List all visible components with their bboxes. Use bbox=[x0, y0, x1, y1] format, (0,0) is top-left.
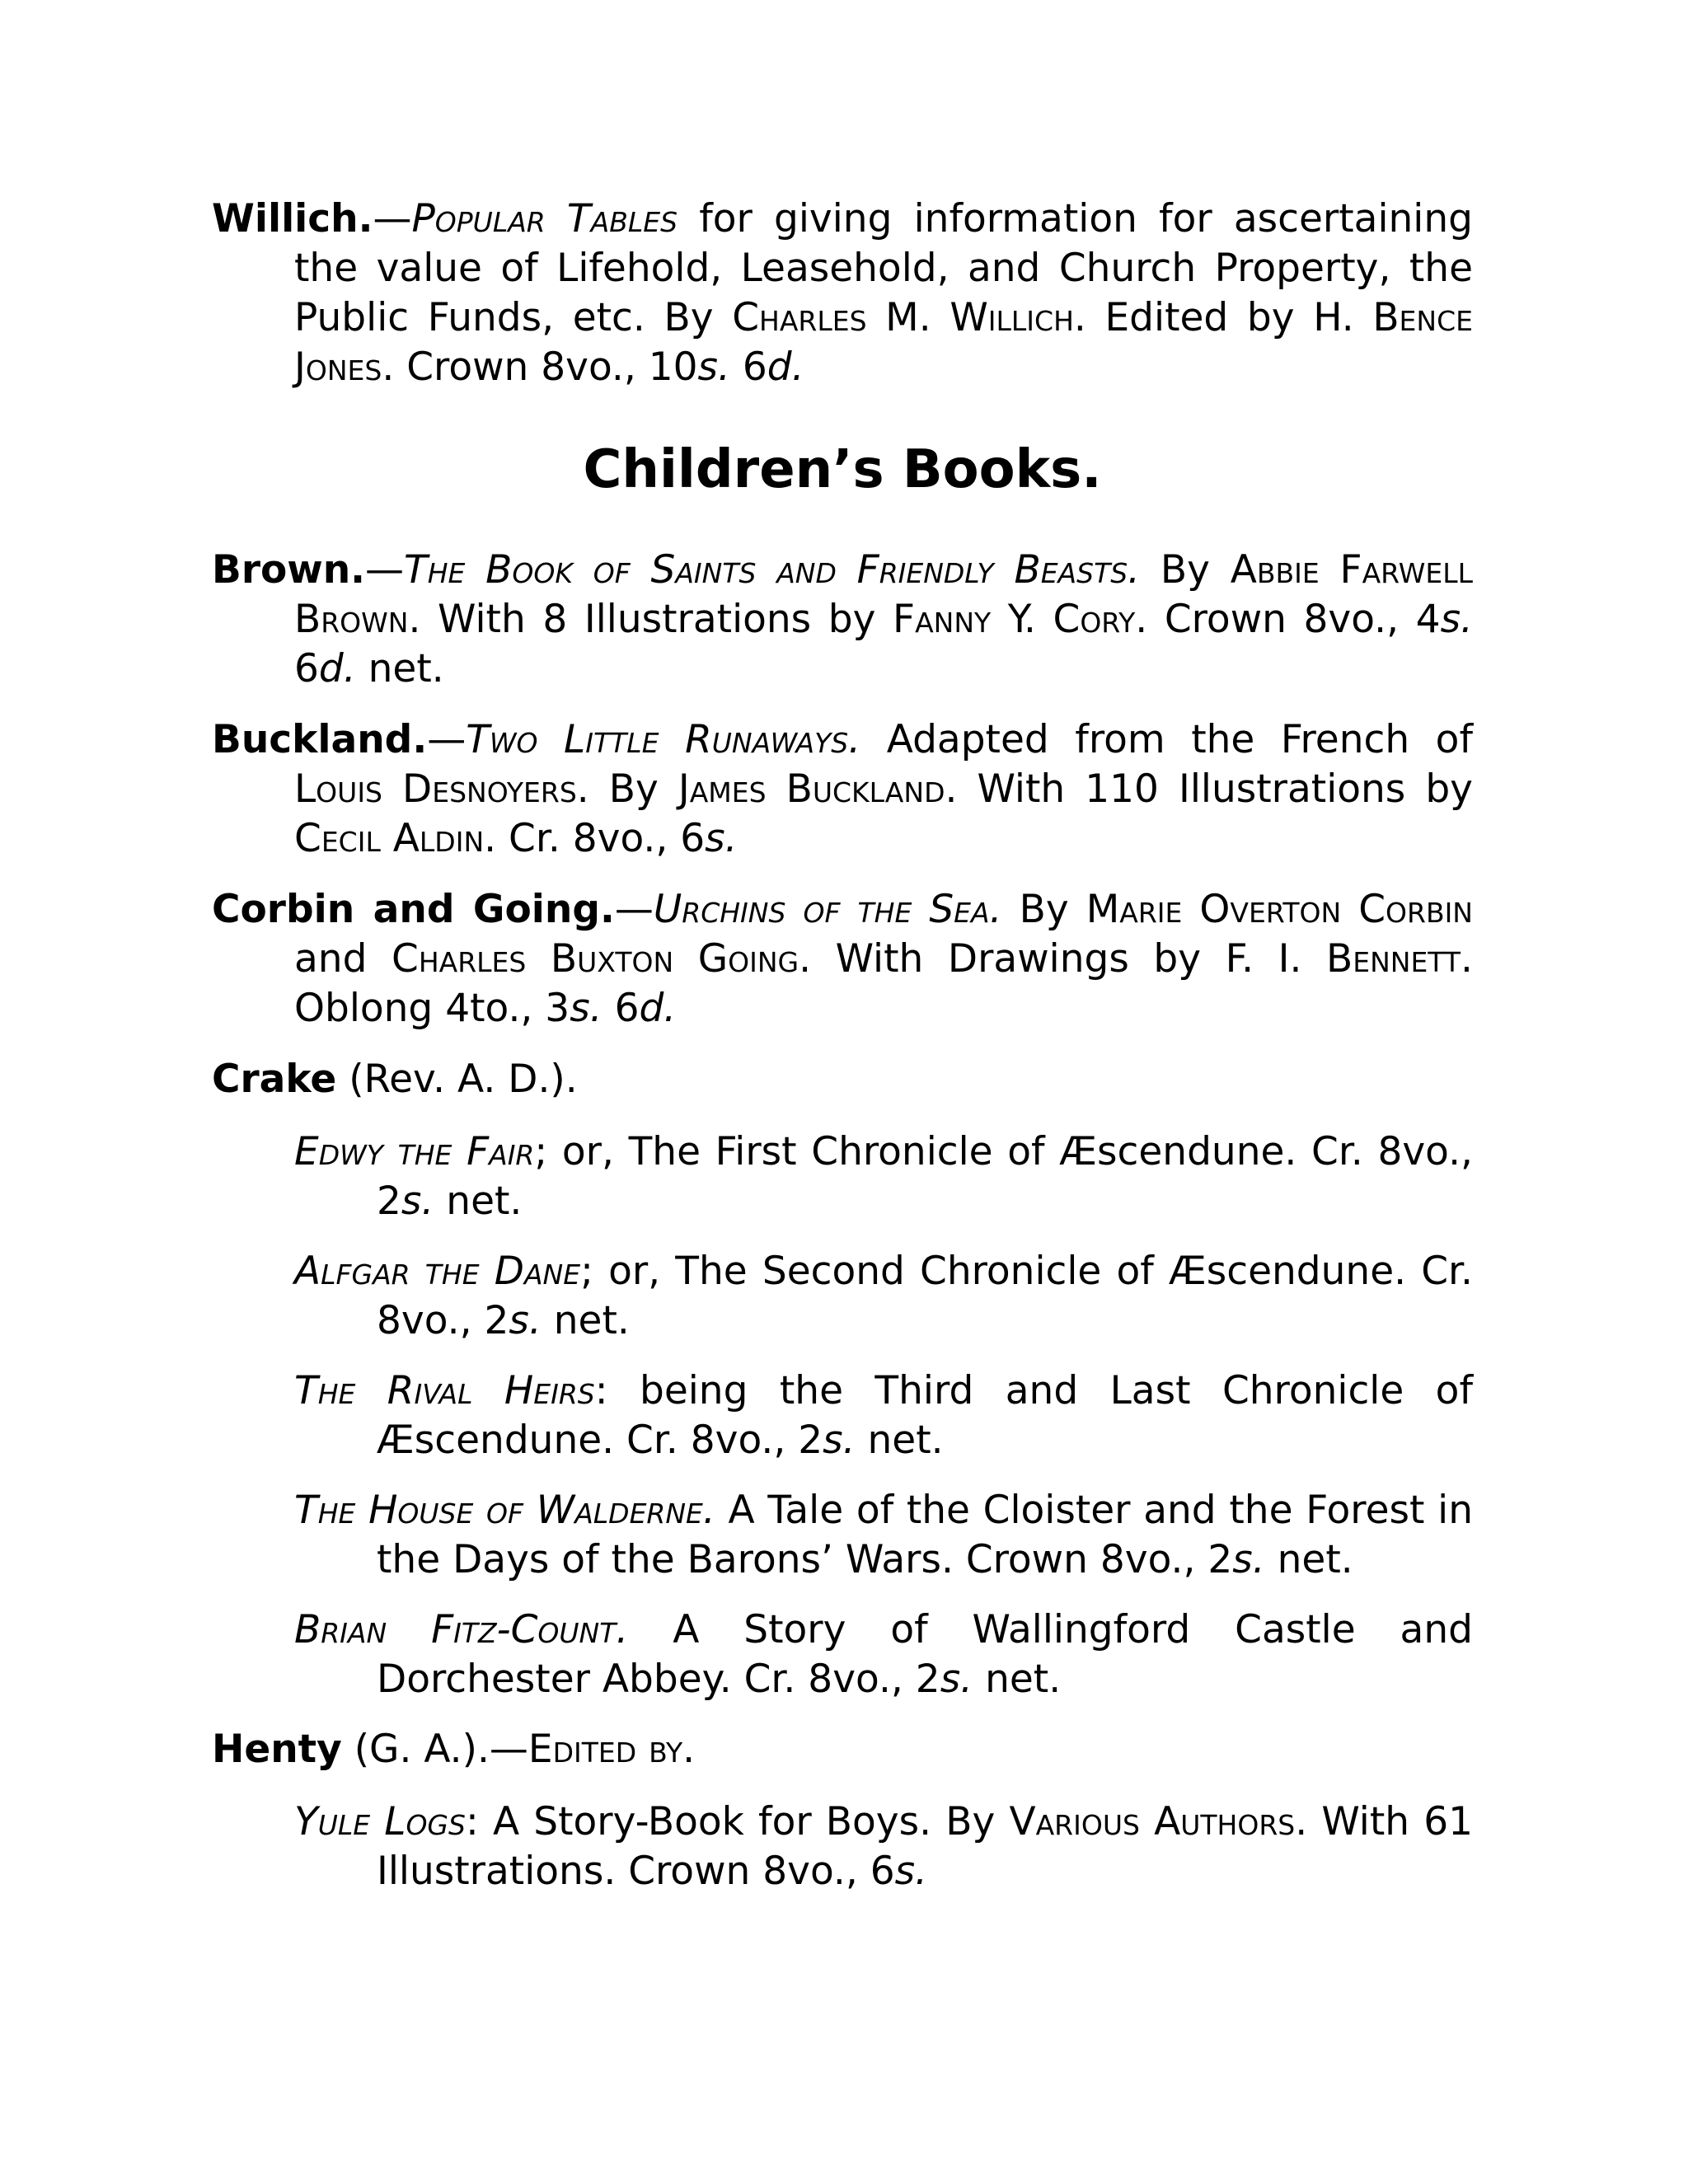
book-title: The Rival Heirs bbox=[294, 1368, 595, 1413]
entry-text: : being the Third and Last Chronicle of Æscendune. Cr. 8vo., 2 bbox=[377, 1368, 1473, 1463]
pence: d. bbox=[767, 344, 804, 390]
entry-text: . Oblong 4to., 3 bbox=[294, 936, 1473, 1031]
book-title: The House of Walderne. bbox=[294, 1488, 715, 1533]
entry-text: : A Story-Book for Boys. By bbox=[465, 1799, 1010, 1844]
entry-text: 6 bbox=[294, 646, 319, 691]
illustrator-smallcaps: Fanny Y. Cory bbox=[893, 597, 1136, 642]
editor-smallcaps: Bence Jones bbox=[294, 295, 1473, 390]
crake-book bbox=[212, 1605, 1473, 1704]
crake-book bbox=[212, 1247, 1473, 1346]
book-title: Popular Tables bbox=[411, 196, 678, 241]
entry-text: . Cr. 8vo., 6 bbox=[484, 816, 706, 861]
author-name: Corbin and Going. bbox=[212, 887, 615, 932]
book-title: Two Little Runaways. bbox=[466, 717, 861, 762]
author-smallcaps: Charles M. Willich bbox=[732, 295, 1074, 340]
shillings: s. bbox=[401, 1179, 434, 1224]
dash: — bbox=[427, 717, 467, 762]
entry-text: for giving information for ascertaining the value of Lifehold, Leasehold, and Church Property, the Public Funds, etc. By bbox=[294, 196, 1473, 340]
entry-text: . Edited by H. bbox=[1073, 295, 1373, 340]
entry-text: net. bbox=[973, 1657, 1062, 1702]
entry-text: By bbox=[1001, 887, 1086, 932]
entry-text: A Tale of the Cloister and the Forest in the Days of the Barons’ Wars. Crown 8vo., 2 bbox=[377, 1488, 1473, 1582]
dash: — bbox=[373, 196, 412, 241]
entry-text: By bbox=[1140, 547, 1231, 593]
entry-corbin-going bbox=[212, 885, 1473, 1033]
book-title: The Book of Saints and Friendly Beasts. bbox=[404, 547, 1141, 593]
shillings: s. bbox=[1440, 597, 1473, 642]
author-smallcaps: Marie Overton Corbin bbox=[1085, 887, 1473, 932]
catalogue-page bbox=[212, 194, 1473, 1917]
entry-text: . Crown 8vo., 10 bbox=[382, 344, 698, 390]
entry-henty bbox=[212, 1725, 1473, 1774]
entry-text: (G. A.).— bbox=[341, 1727, 528, 1772]
pence: d. bbox=[318, 646, 356, 691]
author-smallcaps: Abbie Farwell Brown bbox=[294, 547, 1473, 642]
book-title: Yule Logs bbox=[294, 1799, 466, 1844]
entry-buckland bbox=[212, 715, 1473, 864]
shillings: s. bbox=[1232, 1537, 1265, 1582]
original-author-smallcaps: Louis Desnoyers bbox=[294, 766, 577, 812]
entry-text: . With 110 Illustrations by bbox=[945, 766, 1473, 812]
shillings: s. bbox=[570, 986, 603, 1031]
author-name: Henty bbox=[212, 1727, 342, 1772]
entry-text: . With Drawings by F. I. bbox=[799, 936, 1326, 982]
entry-text: ; or, The First Chronicle of Æscendune. Cr. 8vo., 2 bbox=[377, 1129, 1473, 1224]
section-title: Children’s Books. bbox=[583, 439, 1102, 500]
book-title: Alfgar the Dane bbox=[294, 1249, 581, 1294]
entry-text: net. bbox=[434, 1179, 523, 1224]
author-name: Buckland. bbox=[212, 717, 428, 762]
entry-text: 6 bbox=[602, 986, 640, 1031]
entry-text: (Rev. A. D.). bbox=[336, 1057, 578, 1102]
entry-text: net. bbox=[855, 1418, 944, 1463]
shillings: s. bbox=[697, 344, 730, 390]
shillings: s. bbox=[823, 1418, 856, 1463]
entry-willich bbox=[212, 194, 1473, 392]
author-name: Willich. bbox=[212, 196, 373, 241]
illustrator-smallcaps: Bennett bbox=[1325, 936, 1461, 982]
crake-book bbox=[212, 1366, 1473, 1465]
entry-text: ; or, The Second Chronicle of Æscendune. Cr. 8vo., 2 bbox=[377, 1249, 1473, 1343]
dash: — bbox=[614, 887, 654, 932]
entry-text: net. bbox=[541, 1298, 630, 1343]
shillings: s. bbox=[705, 816, 738, 861]
entry-brown bbox=[212, 546, 1473, 694]
entry-text: . By bbox=[576, 766, 678, 812]
entry-crake bbox=[212, 1055, 1473, 1104]
entry-text: . With 61 Illustrations. Crown 8vo., 6 bbox=[377, 1799, 1474, 1894]
crake-book bbox=[212, 1486, 1473, 1585]
author-smallcaps: Charles Buxton Going bbox=[392, 936, 799, 982]
authors-smallcaps: Various Authors bbox=[1009, 1799, 1296, 1844]
shillings: s. bbox=[940, 1657, 973, 1702]
author-name: Crake bbox=[212, 1057, 337, 1102]
book-title: Brian Fitz-Count. bbox=[294, 1607, 629, 1652]
entry-text: net. bbox=[355, 646, 444, 691]
entry-text: . bbox=[682, 1727, 696, 1772]
author-name: Brown. bbox=[212, 547, 366, 593]
crake-book bbox=[212, 1127, 1473, 1226]
shillings: s. bbox=[894, 1849, 928, 1894]
edited-by-smallcaps: Edited by bbox=[528, 1727, 683, 1772]
entry-text: . Crown 8vo., 4 bbox=[1135, 597, 1441, 642]
author-smallcaps: James Buckland bbox=[678, 766, 945, 812]
entry-text: A Story of Wallingford Castle and Dorchester Abbey. Cr. 8vo., 2 bbox=[377, 1607, 1473, 1702]
dash: — bbox=[365, 547, 405, 593]
illustrator-smallcaps: Cecil Aldin bbox=[294, 816, 485, 861]
book-title: Urchins of the Sea. bbox=[653, 887, 1002, 932]
entry-text: . With 8 Illustrations by bbox=[408, 597, 893, 642]
book-title: Edwy the Fair bbox=[294, 1129, 535, 1174]
entry-text: and bbox=[294, 936, 392, 982]
pence: d. bbox=[639, 986, 677, 1031]
entry-text: 6 bbox=[729, 344, 767, 390]
entry-text: Adapted from the French of bbox=[860, 717, 1473, 762]
entry-text: net. bbox=[1264, 1537, 1353, 1582]
shillings: s. bbox=[509, 1298, 542, 1343]
henty-book bbox=[212, 1797, 1473, 1896]
